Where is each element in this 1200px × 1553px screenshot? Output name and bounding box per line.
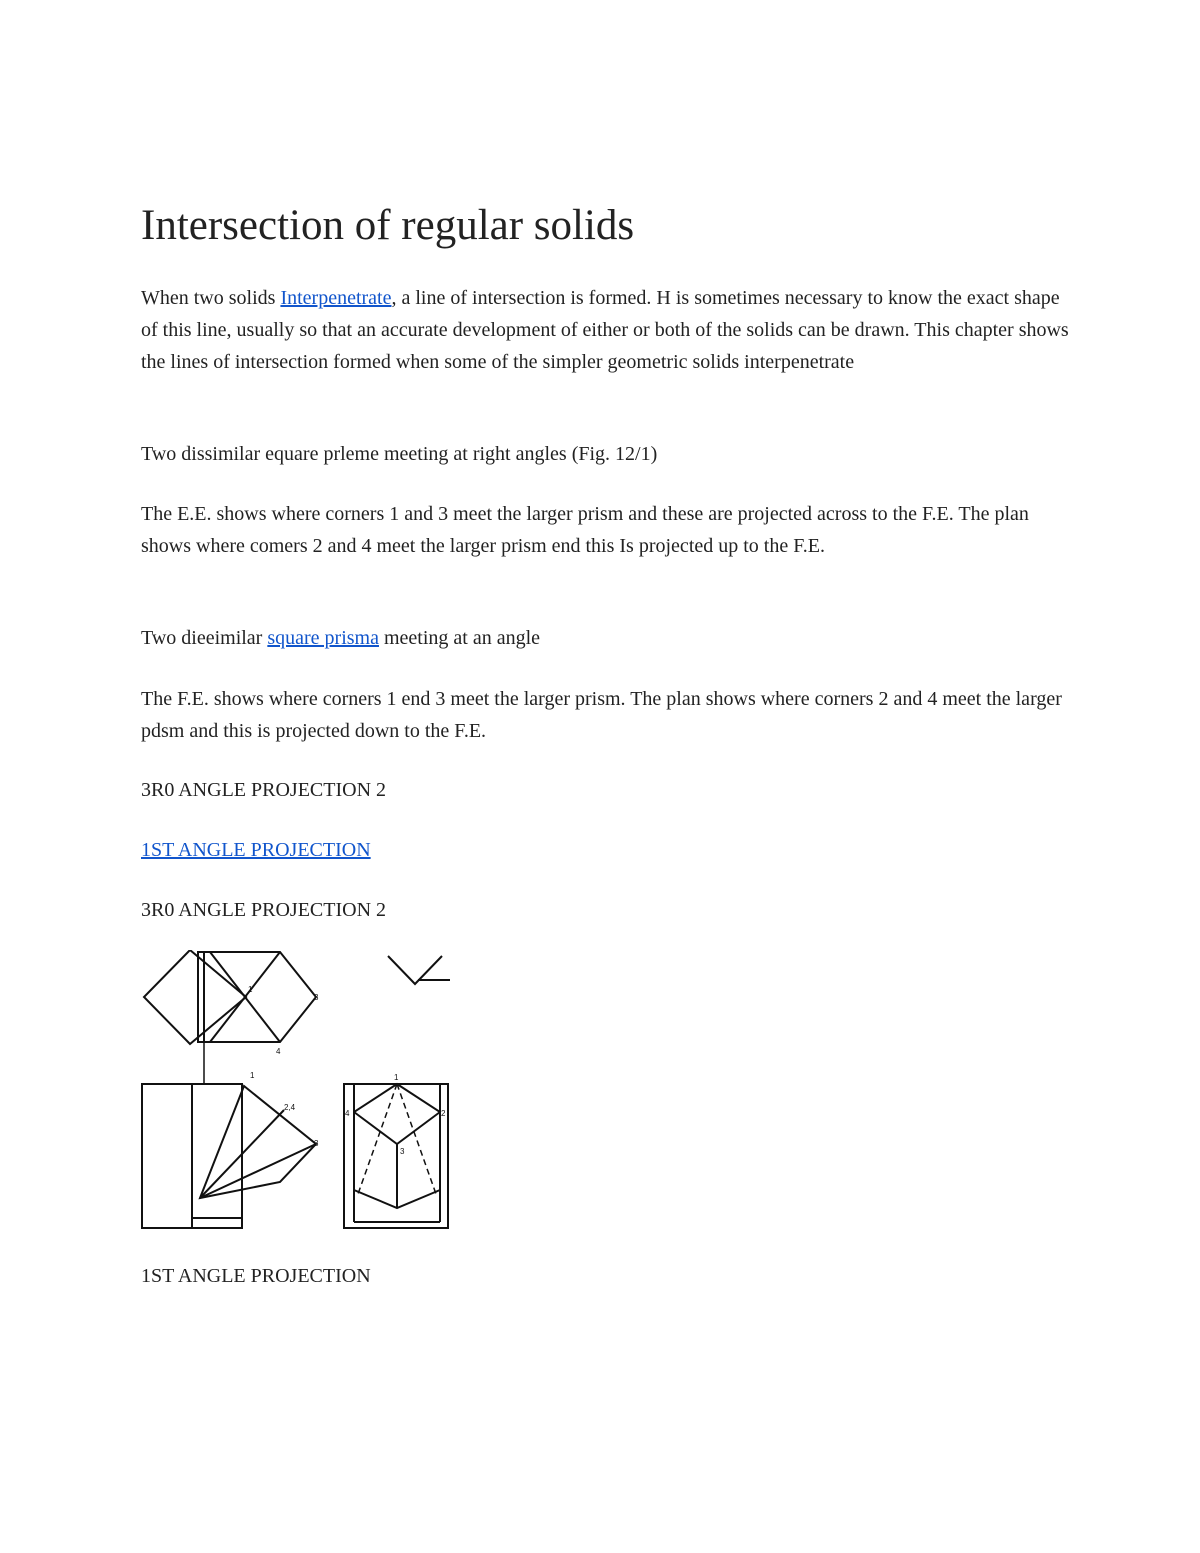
- section1-body: The E.E. shows where corners 1 and 3 meet the larger prism and these are projected across to the F.E. The plan shows where comers 2 and 4 meet the larger prism end this Is projected up to the F.E.: [141, 503, 1029, 557]
- intro-paragraph: [141, 282, 1071, 378]
- plan-label-4: 4: [276, 1047, 281, 1056]
- first-angle-projection-link[interactable]: 1ST ANGLE PROJECTION: [141, 839, 371, 861]
- end-v-lines: [354, 1112, 440, 1144]
- third-angle-label-2: 3R0 ANGLE PROJECTION 2: [141, 899, 387, 921]
- end-elevation: [344, 1084, 448, 1228]
- section2-body: The F.E. shows where corners 1 end 3 meet the larger prism. The plan shows where corners 2 and 4 meet the larger pdsm and this is projected down to the F.E.: [141, 688, 1062, 742]
- front-label-1: 1: [250, 1071, 255, 1080]
- front-label-24: 2,4: [284, 1103, 296, 1112]
- section2-text-before: Two dieeimilar: [141, 627, 268, 649]
- projection-figure: [138, 950, 454, 1232]
- plan-label-1: 1: [248, 985, 253, 994]
- square-prisma-link[interactable]: square prisma: [267, 627, 379, 649]
- first-angle-label-bottom: 1ST ANGLE PROJECTION: [141, 1265, 371, 1287]
- section2-heading: [141, 622, 1071, 654]
- intro-text-after: , a line of intersection is formed. H is sometimes necessary to know the exact shape of this line, usually so that an accurate development of either or both of the solids can be drawn. This chapter shows the lines of intersection formed when some of the simpler geometric solids interpenetrate: [141, 287, 1069, 373]
- end-label-4: 4: [345, 1109, 350, 1118]
- front-label-3: 3: [314, 1139, 319, 1148]
- end-label-3: 3: [400, 1147, 405, 1156]
- intro-text-before: When two solids: [141, 287, 281, 309]
- plan-large-prism: [198, 952, 316, 1042]
- plan-label-3: 3: [314, 993, 319, 1002]
- interpenetrate-link[interactable]: Interpenetrate: [280, 287, 392, 309]
- page-title: Intersection of regular solids: [141, 202, 635, 249]
- end-label-1: 1: [394, 1073, 399, 1082]
- section2-text-after: meeting at an angle: [378, 627, 541, 649]
- view-symbol: [388, 956, 450, 984]
- plan-small-square: [144, 950, 246, 1044]
- section1-heading: Two dissimilar equare prleme meeting at right angles (Fig. 12/1): [141, 443, 658, 465]
- plan-view: [144, 950, 316, 1085]
- first-angle-link-paragraph: [141, 834, 1071, 866]
- third-angle-label-1: 3R0 ANGLE PROJECTION 2: [141, 779, 387, 801]
- end-label-2: 2: [441, 1109, 446, 1118]
- projection-drawing: [138, 950, 454, 1232]
